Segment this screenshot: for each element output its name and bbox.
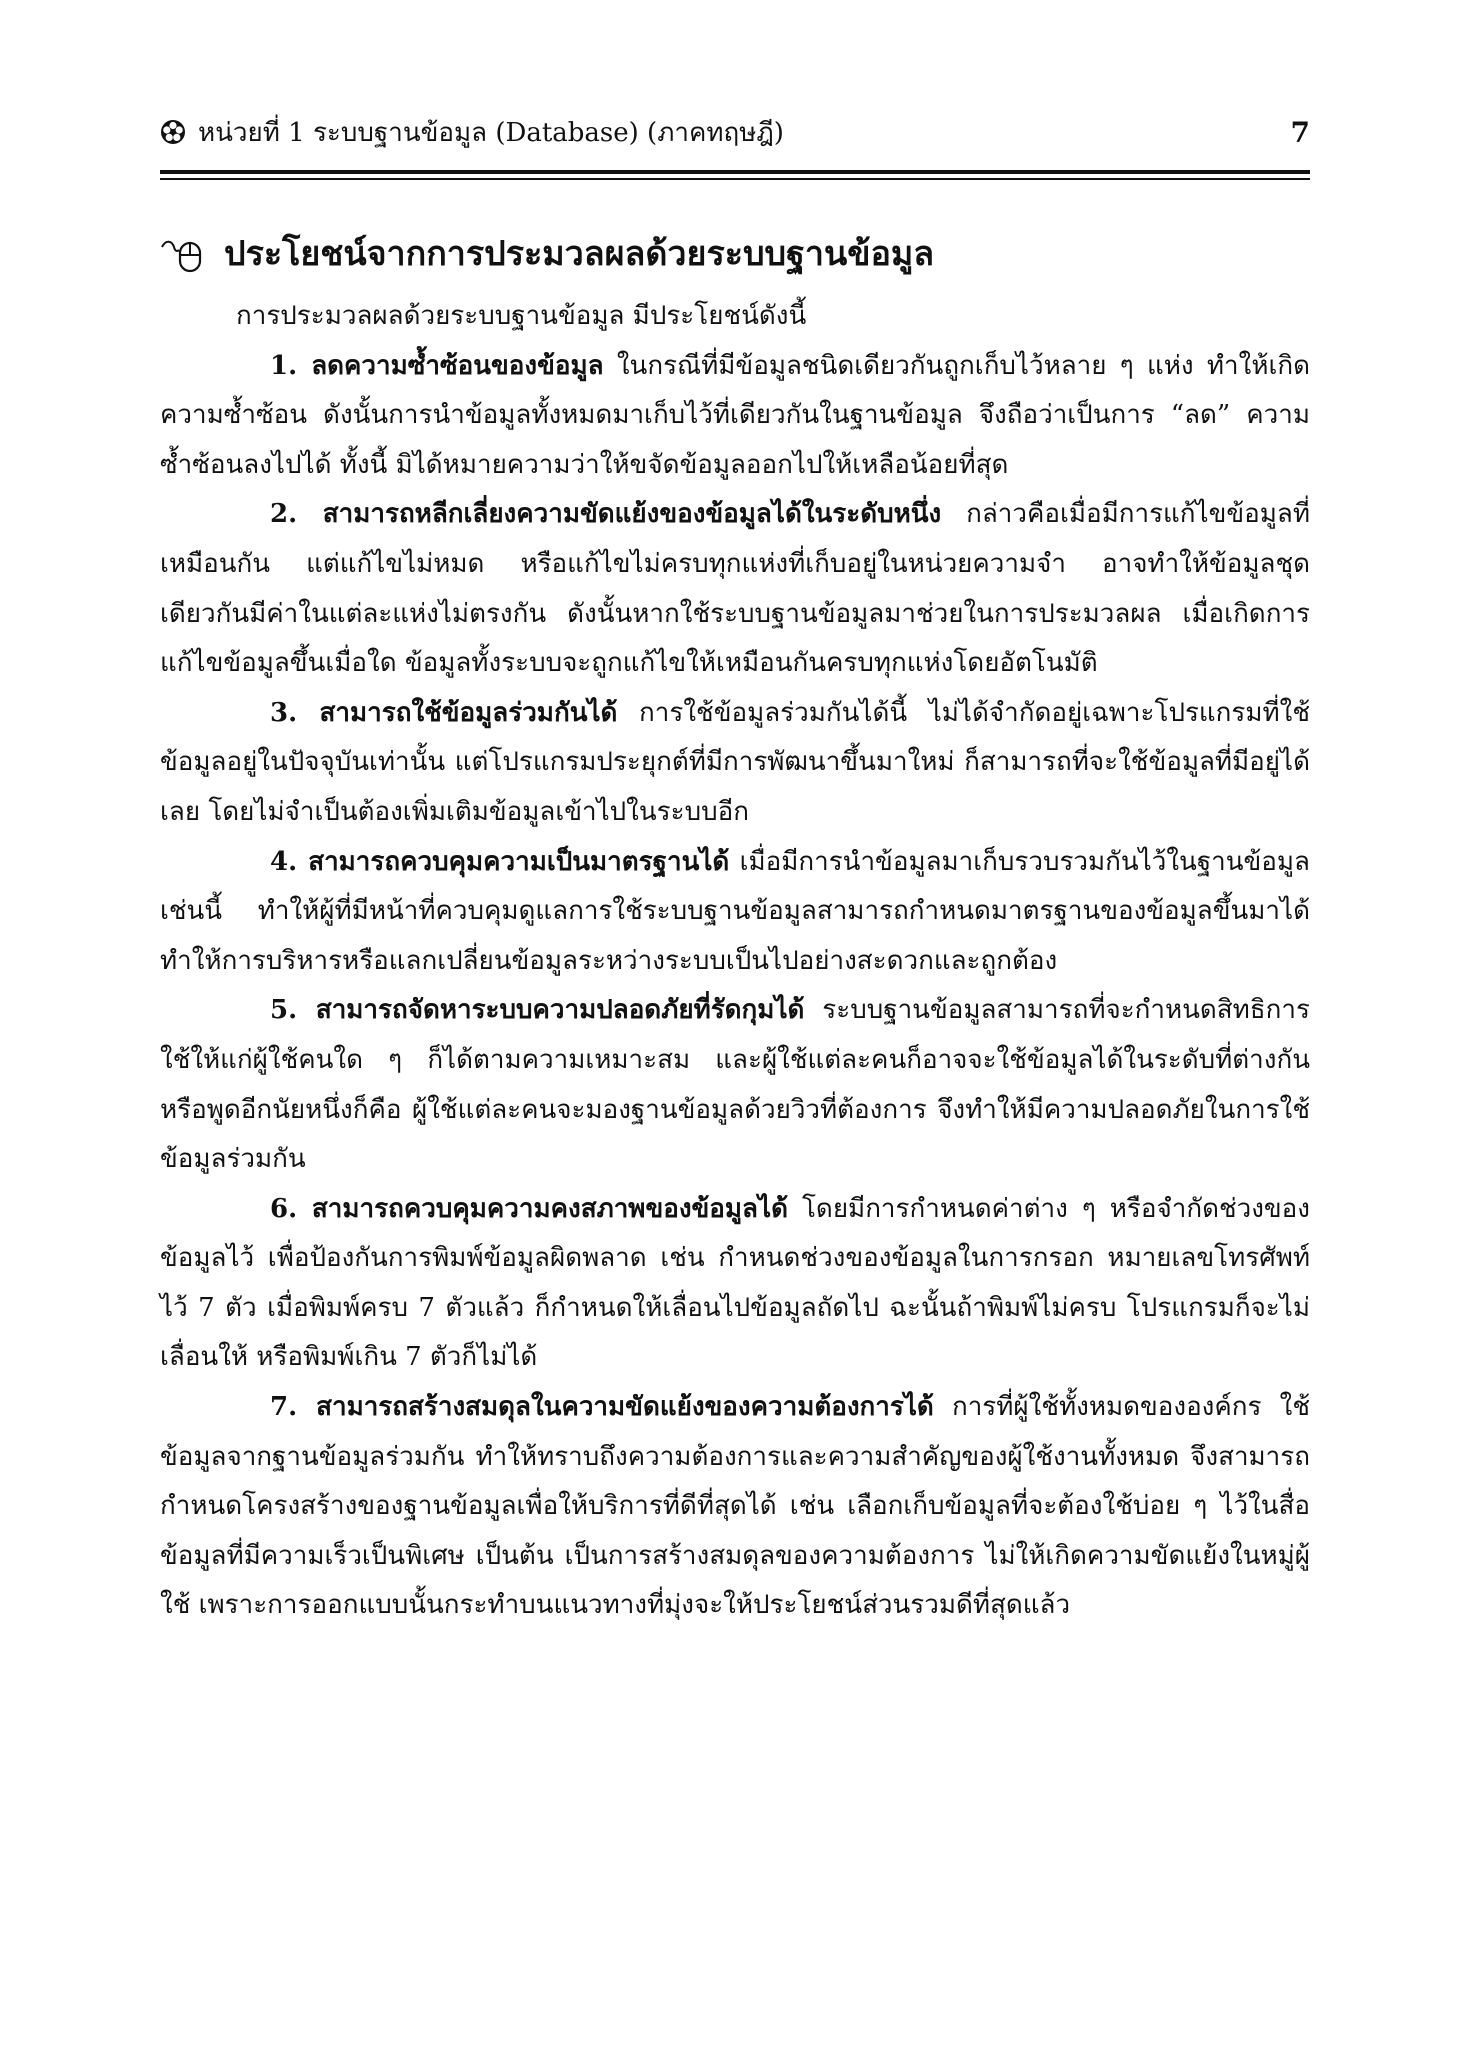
benefit-item-1 — [160, 342, 1310, 491]
benefit-item-title: 6. สามารถควบคุมความคงสภาพของข้อมูลได้ — [270, 1193, 788, 1224]
benefit-item-text: โดยมีการกำหนดค่าต่าง ๆ หรือจำกัดช่วงของข้อมูลไว้ เพื่อป้องกันการพิมพ์ข้อมูลผิดพลาด เช่น กำหนดช่วงของข้อมูลในการกรอก หมายเลขโทรศัพท์ไว้ 7 ตัว เมื่อพิมพ์ครบ 7 ตัวแล้ว ก็กำหนดให้เลื่อนไปข้อมูลถัดไป ฉะนั้นถ้าพิมพ์ไม่ครบ โปรแกรมก็จะไม่เลื่อนให้ หรือพิมพ์เกิน 7 ตัวก็ไม่ได้ — [160, 1193, 1310, 1373]
intro-paragraph: การประมวลผลด้วยระบบฐานข้อมูล มีประโยชน์ดังนี้ — [236, 301, 807, 331]
section-heading — [160, 226, 1310, 280]
benefit-item-5 — [160, 986, 1310, 1184]
flower-icon — [160, 119, 186, 145]
benefit-item-text: ระบบฐานข้อมูลสามารถที่จะกำหนดสิทธิการใช้ให้แก่ผู้ใช้คนใด ๆ ก็ได้ตามความเหมาะสม และผู้ใช้แต่ละคนก็อาจจะใช้ข้อมูลได้ในระดับที่ต่างกัน หรือพูดอีกนัยหนึ่งก็คือ ผู้ใช้แต่ละคนจะมองฐานข้อมูลด้วยวิวที่ต้องการ จึงทำให้มีความปลอดภัยในการใช้ข้อมูลร่วมกัน — [160, 995, 1310, 1175]
benefit-item-title: 1. ลดความซ้ำซ้อนของข้อมูล — [270, 350, 604, 381]
header-rule-thin — [160, 178, 1310, 180]
mouse-icon — [160, 233, 204, 273]
benefit-item-title: 4. สามารถควบคุมความเป็นมาตรฐานได้ — [270, 846, 730, 877]
benefit-item-title: 5. สามารถจัดหาระบบความปลอดภัยที่รัดกุมได้ — [270, 995, 805, 1026]
section-heading-text: ประโยชน์จากการประมวลผลด้วยระบบฐานข้อมูล — [224, 234, 935, 274]
header-left — [160, 112, 784, 153]
body-text — [160, 292, 1310, 1631]
running-header — [160, 100, 1310, 164]
page-number: 7 — [1290, 115, 1310, 149]
header-rule-thick — [160, 170, 1310, 174]
benefit-item-text: เมื่อมีการนำข้อมูลมาเก็บรวบรวมกันไว้ในฐานข้อมูลเช่นนี้ ทำให้ผู้ที่มีหน้าที่ควบคุมดูแลการใช้ระบบฐานข้อมูลสามารถกำหนดมาตรฐานของข้อมูลขึ้นมาได้ ทำให้การบริหารหรือแลกเปลี่ยนข้อมูลระหว่างระบบเป็นไปอย่างสะดวกและถูกต้อง — [160, 846, 1310, 976]
benefit-item-text: การใช้ข้อมูลร่วมกันได้นี้ ไม่ได้จำกัดอยู่เฉพาะโปรแกรมที่ใช้ข้อมูลอยู่ในปัจจุบันเท่านั้น แต่โปรแกรมประยุกต์ที่มีการพัฒนาขึ้นมาใหม่ ก็สามารถที่จะใช้ข้อมูลที่มีอยู่ได้เลย โดยไม่จำเป็นต้องเพิ่มเติมข้อมูลเข้าไปในระบบอีก — [160, 697, 1311, 827]
benefit-item-title: 3. สามารถใช้ข้อมูลร่วมกันได้ — [270, 697, 618, 728]
benefit-item-7 — [160, 1383, 1310, 1631]
header-title: หน่วยที่ 1 ระบบฐานข้อมูล (Database) (ภาคทฤษฎี) — [198, 117, 784, 148]
benefit-item-3 — [160, 689, 1310, 838]
benefit-item-text: การที่ผู้ใช้ทั้งหมดขององค์กร ใช้ข้อมูลจากฐานข้อมูลร่วมกัน ทำให้ทราบถึงความต้องการและความสำคัญของผู้ใช้งานทั้งหมด จึงสามารถกำหนดโครงสร้างของฐานข้อมูลเพื่อให้บริการที่ดีที่สุดได้ เช่น เลือกเก็บข้อมูลที่จะต้องใช้บ่อย ๆ ไว้ในสื่อข้อมูลที่มีความเร็วเป็นพิเศษ เป็นต้น เป็นการสร้างสมดุลของความต้องการ ไม่ให้เกิดความขัดแย้งในหมู่ผู้ใช้ เพราะการออกแบบนั้นกระทำบนแนวทางที่มุ่งจะให้ประโยชน์ส่วนรวมดีที่สุดแล้ว — [160, 1392, 1310, 1621]
benefit-item-title: 2. สามารถหลีกเลี่ยงความขัดแย้งของข้อมูลได้ในระดับหนึ่ง — [270, 499, 942, 530]
benefit-item-text: กล่าวคือเมื่อมีการแก้ไขข้อมูลที่เหมือนกัน แต่แก้ไขไม่หมด หรือแก้ไขไม่ครบทุกแห่งที่เก็บอยู่ในหน่วยความจำ อาจทำให้ข้อมูลชุดเดียวกันมีค่าในแต่ละแห่งไม่ตรงกัน ดังนั้นหากใช้ระบบฐานข้อมูลมาช่วยในการประมวลผล เมื่อเกิดการแก้ไขข้อมูลขึ้นเมื่อใด ข้อมูลทั้งระบบจะถูกแก้ไขให้เหมือนกันครบทุกแห่งโดยอัตโนมัติ — [160, 499, 1310, 679]
benefit-item-4 — [160, 838, 1310, 987]
benefit-item-2 — [160, 490, 1310, 688]
benefit-item-text: ในกรณีที่มีข้อมูลชนิดเดียวกันถูกเก็บไว้หลาย ๆ แห่ง ทำให้เกิดความซ้ำซ้อน ดังนั้นการนำข้อมูลทั้งหมดมาเก็บไว้ที่เดียวกันในฐานข้อมูล จึงถือว่าเป็นการ “ลด” ความซ้ำซ้อนลงไปได้ ทั้งนี้ มิได้หมายความว่าให้ขจัดข้อมูลออกไปให้เหลือน้อยที่สุด — [160, 350, 1310, 480]
document-page — [160, 100, 1310, 2000]
benefit-item-title: 7. สามารถสร้างสมดุลในความขัดแย้งของความต้องการได้ — [270, 1392, 934, 1423]
benefit-item-6 — [160, 1185, 1310, 1383]
